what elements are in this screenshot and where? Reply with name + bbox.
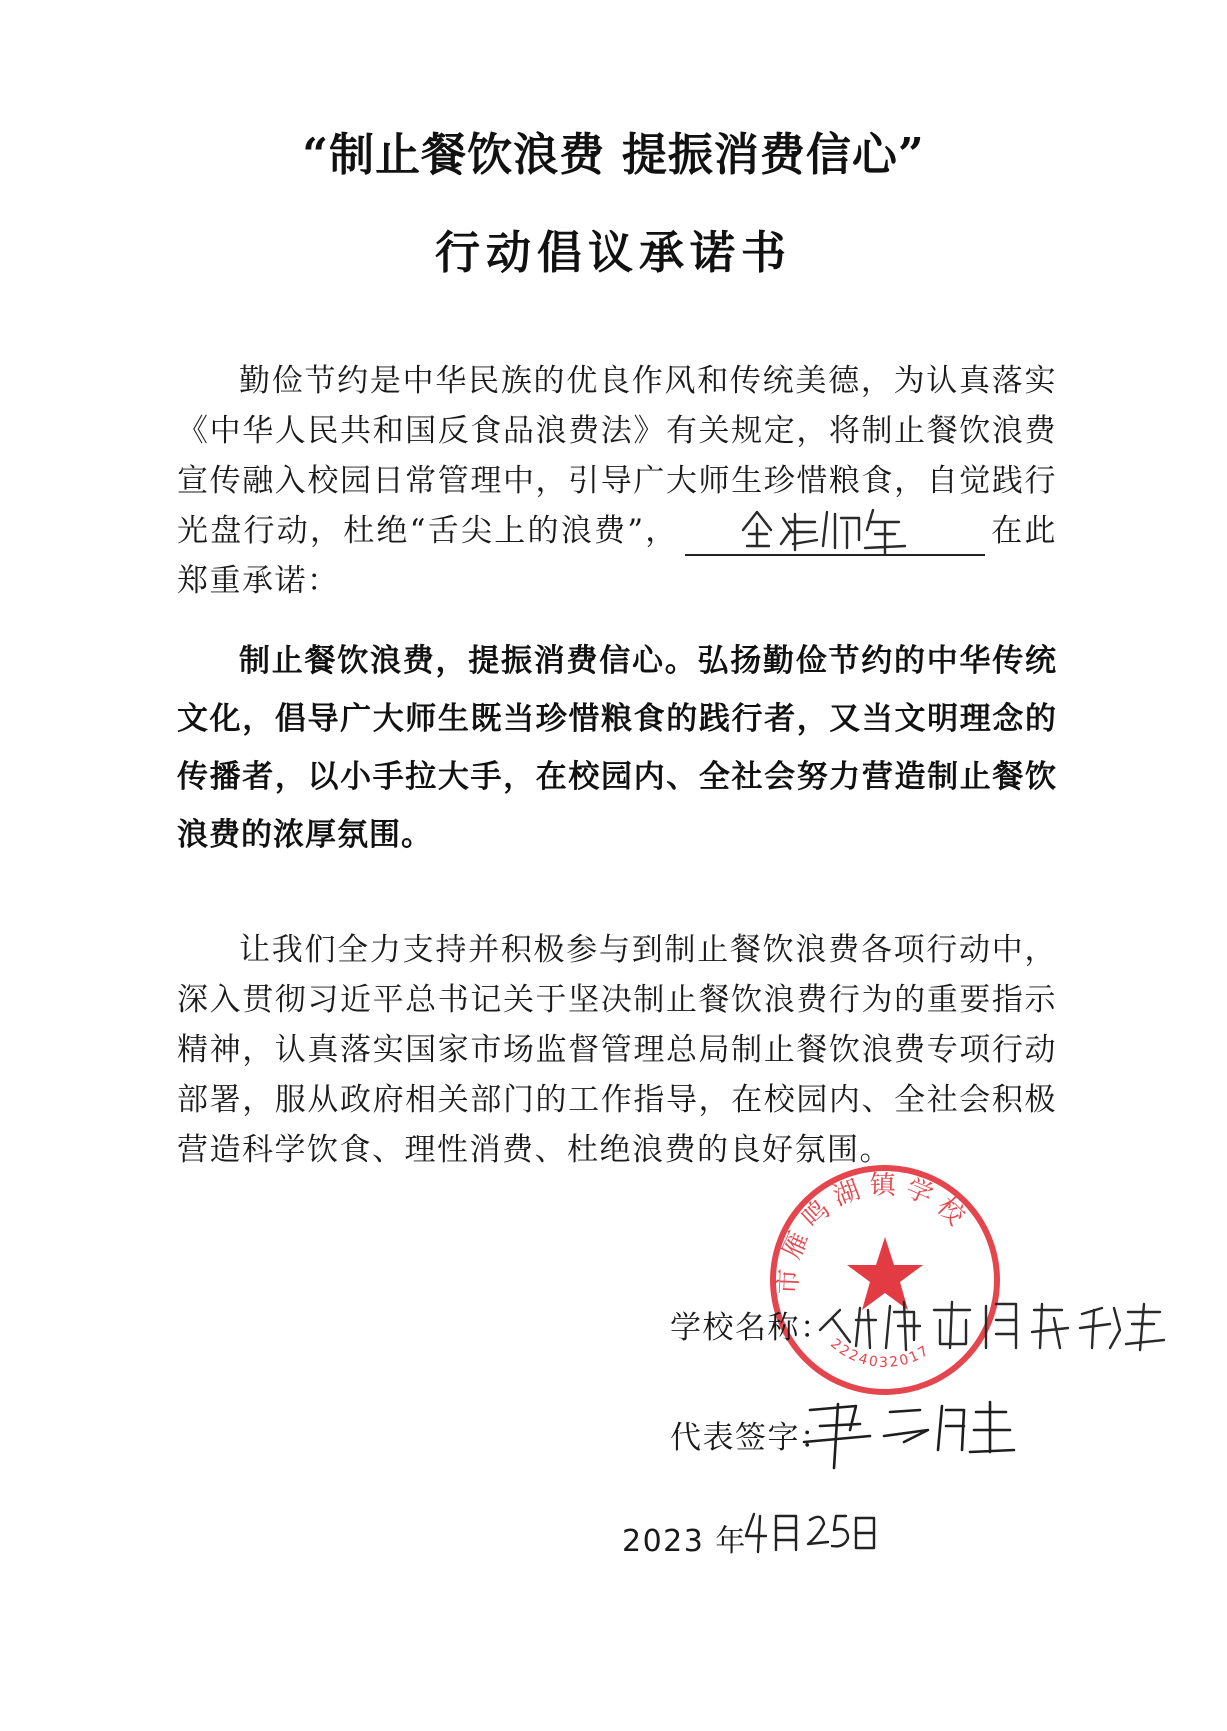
school-name-handwriting <box>810 1290 1170 1360</box>
intro-text: 勤俭节约是中华民族的优良作风和传统美德，为认真落实《中华人民共和国反食品浪费法》有关规定，将制止餐饮浪费宣传融入校园日常管理中，引导广大师生珍惜粮食，自觉践行光盘行动，杜绝“舌尖上的浪费”， <box>177 363 1057 549</box>
paragraph-action: 让我们全力支持并积极参与到制止餐饮浪费各项行动中，深入贯彻习近平总书记关于坚决制止餐饮浪费行为的重要指示精神，认真落实国家市场监督管理总局制止餐饮浪费专项行动部署，服从政府相关部门的工作指导，在校园内、全社会积极营造科学饮食、理性消费、杜绝浪费的良好氛围。 <box>177 932 1057 1168</box>
filled-blank <box>685 514 985 556</box>
school-name-label: 学校名称： <box>670 1310 833 1346</box>
representative-label: 代表签字： <box>670 1420 833 1456</box>
handwritten-fill-in <box>735 500 945 556</box>
document-title-line1: “制止餐饮浪费 提振消费信心” <box>302 128 925 181</box>
paragraph-intro <box>177 356 1057 606</box>
document-title-line2: 行动倡议承诺书 <box>434 226 792 279</box>
paragraph-pledge: 制止餐饮浪费，提振消费信心。弘扬勤俭节约的中华传统文化，倡导广大师生既当珍惜粮食的践行者，又当文明理念的传播者，以小手拉大手，在校园内、全社会努力营造制止餐饮浪费的浓厚氛围。 <box>177 643 1057 853</box>
seal-text: 市雁鸣湖镇学校 <box>773 1170 977 1296</box>
date-year: 2023 年 <box>622 1524 747 1559</box>
representative-signature <box>800 1390 1030 1470</box>
intro-text-end: 在此郑重承诺： <box>177 513 1057 599</box>
date-month-day-handwriting <box>742 1506 882 1556</box>
seal-code: 2224032017 <box>827 1335 933 1371</box>
official-seal <box>760 1155 1010 1405</box>
